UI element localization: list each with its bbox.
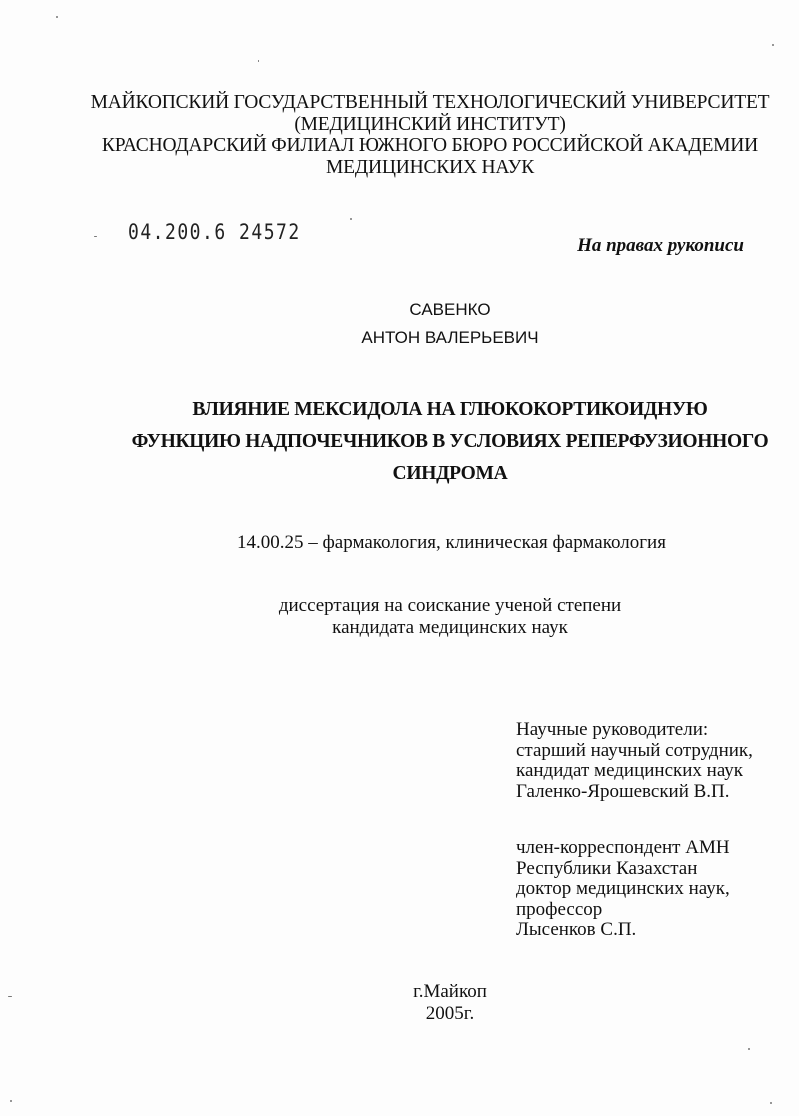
degree-line-2: кандидата медицинских наук: [332, 617, 568, 638]
header-line-4: МЕДИЦИНСКИХ НАУК: [326, 156, 534, 178]
institution-header: [60, 92, 799, 178]
author-surname: САВЕНКО: [409, 300, 491, 319]
supervisor-block-2: [516, 838, 730, 941]
manuscript-rights: На правах рукописи: [577, 235, 744, 256]
scan-speck: [8, 996, 12, 997]
header-line-3: КРАСНОДАРСКИЙ ФИЛИАЛ ЮЖНОГО БЮРО РОССИЙСКОЙ АКАДЕМИИ: [101, 135, 759, 156]
scan-speck: [748, 1048, 750, 1050]
stamp-number: 04.200.6 24572: [128, 220, 301, 246]
author-block: [250, 296, 650, 352]
scan-speck: [10, 1100, 12, 1102]
scan-speck: [350, 218, 352, 220]
title-line-1: ВЛИЯНИЕ МЕКСИДОЛА НА ГЛЮКОКОРТИКОИДНУЮ: [192, 399, 708, 420]
dissertation-title: [60, 394, 799, 490]
supervisor-2-country: Республики Казахстан: [516, 857, 698, 879]
supervisor-1-position: старший научный сотрудник,: [516, 739, 753, 761]
scan-speck: [56, 16, 58, 18]
archive-stamp-number: [128, 220, 301, 245]
specialty-code: 14.00.25 – фармакология, клиническая фармакология: [237, 532, 666, 553]
scan-speck: [770, 1102, 772, 1104]
scan-speck: [258, 60, 259, 62]
scan-speck: [772, 44, 774, 46]
header-line-1: МАЙКОПСКИЙ ГОСУДАРСТВЕННЫЙ ТЕХНОЛОГИЧЕСКИЙ УНИВЕРСИТЕТ: [90, 92, 770, 113]
supervisor-1-name: Галенко-Ярошевский В.П.: [516, 780, 730, 802]
title-line-2: ФУНКЦИЮ НАДПОЧЕЧНИКОВ В УСЛОВИЯХ РЕПЕРФУЗИОННОГО: [131, 431, 769, 452]
supervisors-heading: Научные руководители:: [516, 719, 709, 740]
footer-year: 2005г.: [425, 1002, 475, 1024]
supervisor-2-position: член-корреспондент АМН: [516, 837, 730, 858]
title-line-3: СИНДРОМА: [392, 463, 508, 484]
supervisor-2-degree: доктор медицинских наук,: [516, 878, 730, 899]
header-line-2: (МЕДИЦИНСКИЙ ИНСТИТУТ): [294, 113, 566, 135]
scan-speck: [94, 236, 97, 237]
supervisor-2-name: Лысенков С.П.: [516, 919, 637, 940]
supervisor-1-degree: кандидат медицинских наук: [516, 760, 744, 781]
supervisor-2-title: профессор: [516, 898, 603, 920]
degree-block: [250, 595, 650, 639]
degree-line-1: диссертация на соискание ученой степени: [278, 595, 622, 616]
author-given-name: АНТОН ВАЛЕРЬЕВИЧ: [361, 328, 539, 347]
footer-place-year: [300, 981, 600, 1024]
supervisor-block-1: [516, 720, 753, 802]
footer-city: г.Майкоп: [413, 981, 487, 1002]
